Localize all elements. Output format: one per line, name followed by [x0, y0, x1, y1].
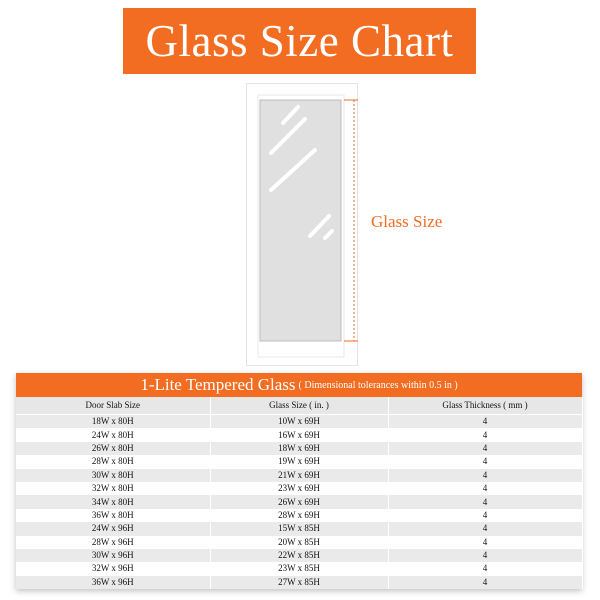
glass-size-label: Glass Size [371, 212, 443, 231]
glass-thickness-cell: 4 [388, 469, 582, 482]
glass-size-cell: 10W x 69H [210, 415, 388, 429]
table-row [16, 415, 582, 429]
table-row [16, 509, 582, 522]
table-subtitle: ( Dimensional tolerances within 0.5 in ) [298, 379, 458, 391]
door-slab-size-cell: 26W x 80H [16, 442, 210, 455]
glass-size-cell: 21W x 69H [210, 469, 388, 482]
glass-size-cell: 15W x 85H [210, 522, 388, 535]
glass-size-cell: 22W x 85H [210, 549, 388, 562]
glass-thickness-cell: 4 [388, 482, 582, 495]
door-slab-size-cell: 30W x 96H [16, 549, 210, 562]
glass-thickness-cell: 4 [388, 562, 582, 575]
column-header-door-slab-size: Door Slab Size [16, 397, 210, 415]
door-slab-size-cell: 24W x 96H [16, 522, 210, 535]
table-row [16, 455, 582, 468]
glass-size-cell: 19W x 69H [210, 455, 388, 468]
glass-thickness-cell: 4 [388, 442, 582, 455]
door-slab-size-cell: 32W x 80H [16, 482, 210, 495]
glass-thickness-cell: 4 [388, 495, 582, 508]
door-slab-size-cell: 24W x 80H [16, 428, 210, 441]
glass-size-cell: 28W x 69H [210, 509, 388, 522]
glass-thickness-cell: 4 [388, 455, 582, 468]
glass-thickness-cell: 4 [388, 549, 582, 562]
door-slab-size-cell: 36W x 96H [16, 576, 210, 589]
table-row [16, 482, 582, 495]
door-slab-size-cell: 30W x 80H [16, 469, 210, 482]
glass-thickness-cell: 4 [388, 509, 582, 522]
glass-pane [260, 100, 341, 341]
page-title: Glass Size Chart [123, 8, 476, 74]
column-header-glass-size: Glass Size ( in. ) [210, 397, 388, 415]
glass-size-cell: 20W x 85H [210, 536, 388, 549]
table-title: 1-Lite Tempered Glass [140, 375, 296, 394]
door-slab-size-cell: 36W x 80H [16, 509, 210, 522]
glass-thickness-cell: 4 [388, 415, 582, 429]
table-row [16, 536, 582, 549]
table-header [16, 373, 582, 397]
glass-thickness-cell: 4 [388, 522, 582, 535]
table-row [16, 442, 582, 455]
size-table [16, 397, 583, 589]
glass-size-cell: 26W x 69H [210, 495, 388, 508]
table-row [16, 428, 582, 441]
glass-size-cell: 27W x 85H [210, 576, 388, 589]
glass-thickness-cell: 4 [388, 536, 582, 549]
glass-size-table [16, 373, 582, 589]
door-illustration [246, 83, 358, 366]
header-row [16, 397, 582, 415]
door-slab-size-cell: 28W x 96H [16, 536, 210, 549]
door-slab-size-cell: 28W x 80H [16, 455, 210, 468]
glass-size-cell: 18W x 69H [210, 442, 388, 455]
glass-thickness-cell: 4 [388, 576, 582, 589]
door-slab-size-cell: 34W x 80H [16, 495, 210, 508]
table-row [16, 576, 582, 589]
door-slab-size-cell: 18W x 80H [16, 415, 210, 429]
glass-size-cell: 23W x 85H [210, 562, 388, 575]
table-row [16, 562, 582, 575]
table-row [16, 549, 582, 562]
column-header-glass-thickness: Glass Thickness ( mm ) [388, 397, 582, 415]
glass-size-cell: 16W x 69H [210, 428, 388, 441]
glass-size-cell: 23W x 69H [210, 482, 388, 495]
glass-thickness-cell: 4 [388, 428, 582, 441]
door-slab-size-cell: 32W x 96H [16, 562, 210, 575]
table-row [16, 522, 582, 535]
table-row [16, 495, 582, 508]
table-row [16, 469, 582, 482]
